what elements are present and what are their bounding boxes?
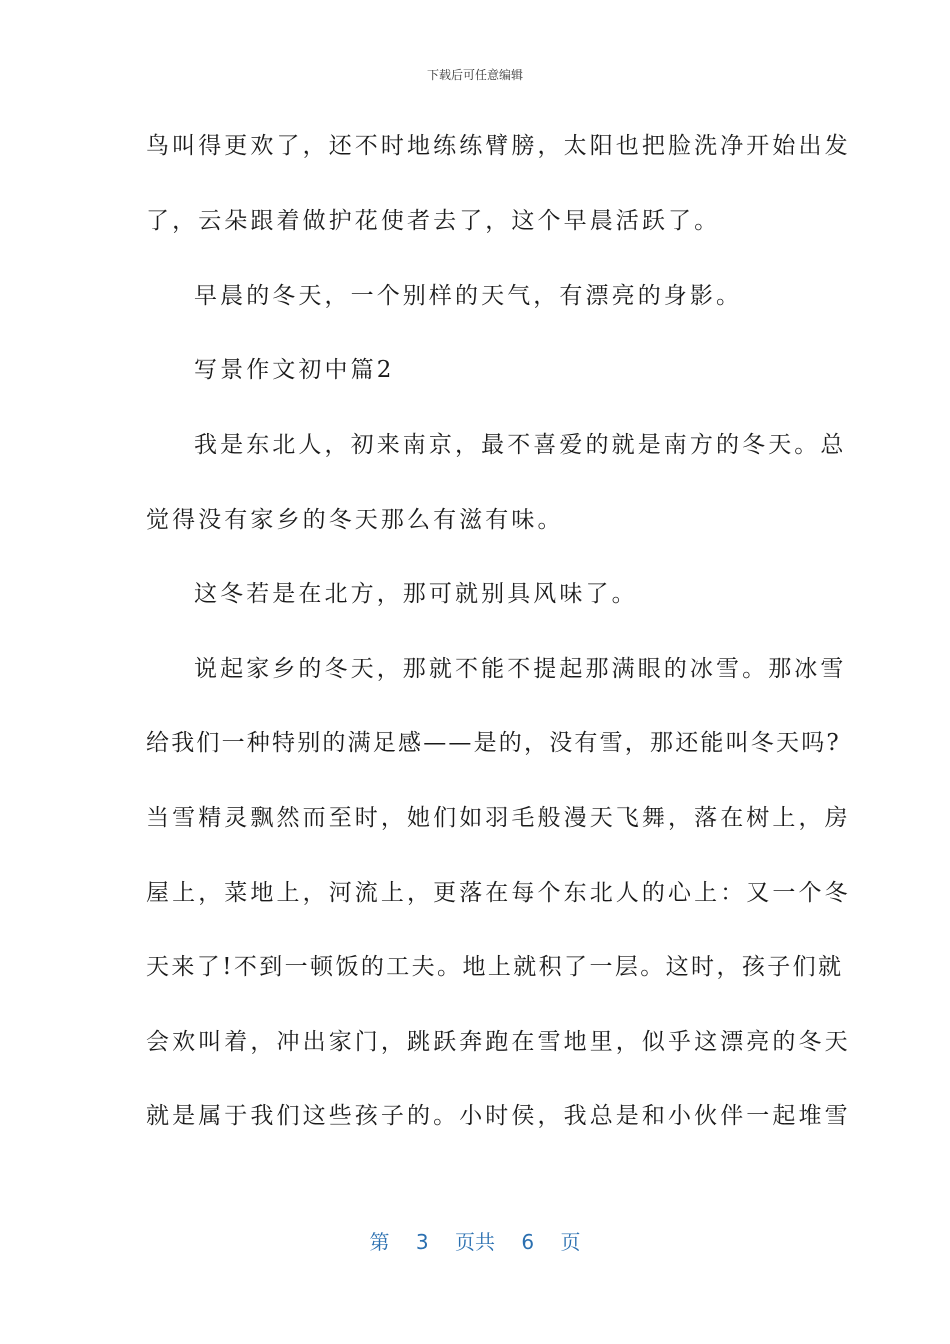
paragraph-line: 我是东北人，初来南京，最不喜爱的就是南方的冬天。总	[194, 432, 847, 458]
paragraph-line: 屋上，菜地上，河流上，更落在每个东北人的心上：又一个冬	[146, 880, 851, 906]
paragraph-line: 会欢叫着，冲出家门，跳跃奔跑在雪地里，似乎这漂亮的冬天	[146, 1029, 851, 1055]
paragraph-line: 早晨的冬天，一个别样的天气，有漂亮的身影。	[194, 283, 743, 309]
paragraph-line: 给我们一种特别的满足感——是的，没有雪，那还能叫冬天吗?	[146, 730, 841, 756]
paragraph-line: 就是属于我们这些孩子的。小时侯，我总是和小伙伴一起堆雪	[146, 1103, 851, 1129]
paragraph-line: 了，云朵跟着做护花使者去了，这个早晨活跃了。	[146, 208, 721, 234]
page-label-suffix: 页	[560, 1230, 581, 1254]
total-page-number: 6	[521, 1230, 535, 1254]
current-page-number: 3	[415, 1230, 429, 1254]
page-number-footer	[0, 1226, 950, 1255]
page-header-note: 下载后可任意编辑	[426, 68, 523, 82]
paragraph-line: 这冬若是在北方，那可就别具风味了。	[194, 581, 638, 607]
page-label-middle: 页共	[455, 1230, 495, 1254]
paragraph-line: 说起家乡的冬天，那就不能不提起那满眼的冰雪。那冰雪	[194, 656, 847, 682]
page-label-prefix: 第	[369, 1230, 390, 1254]
paragraph-line: 觉得没有家乡的冬天那么有滋有味。	[146, 507, 564, 533]
paragraph-line: 当雪精灵飘然而至时，她们如羽毛般漫天飞舞，落在树上，房	[146, 805, 851, 831]
paragraph-line: 鸟叫得更欢了，还不时地练练臂膀，太阳也把脸洗净开始出发	[146, 133, 851, 159]
section-heading: 写景作文初中篇2	[194, 357, 395, 383]
paragraph-line: 天来了!不到一顿饭的工夫。地上就积了一层。这时，孩子们就	[146, 954, 844, 980]
